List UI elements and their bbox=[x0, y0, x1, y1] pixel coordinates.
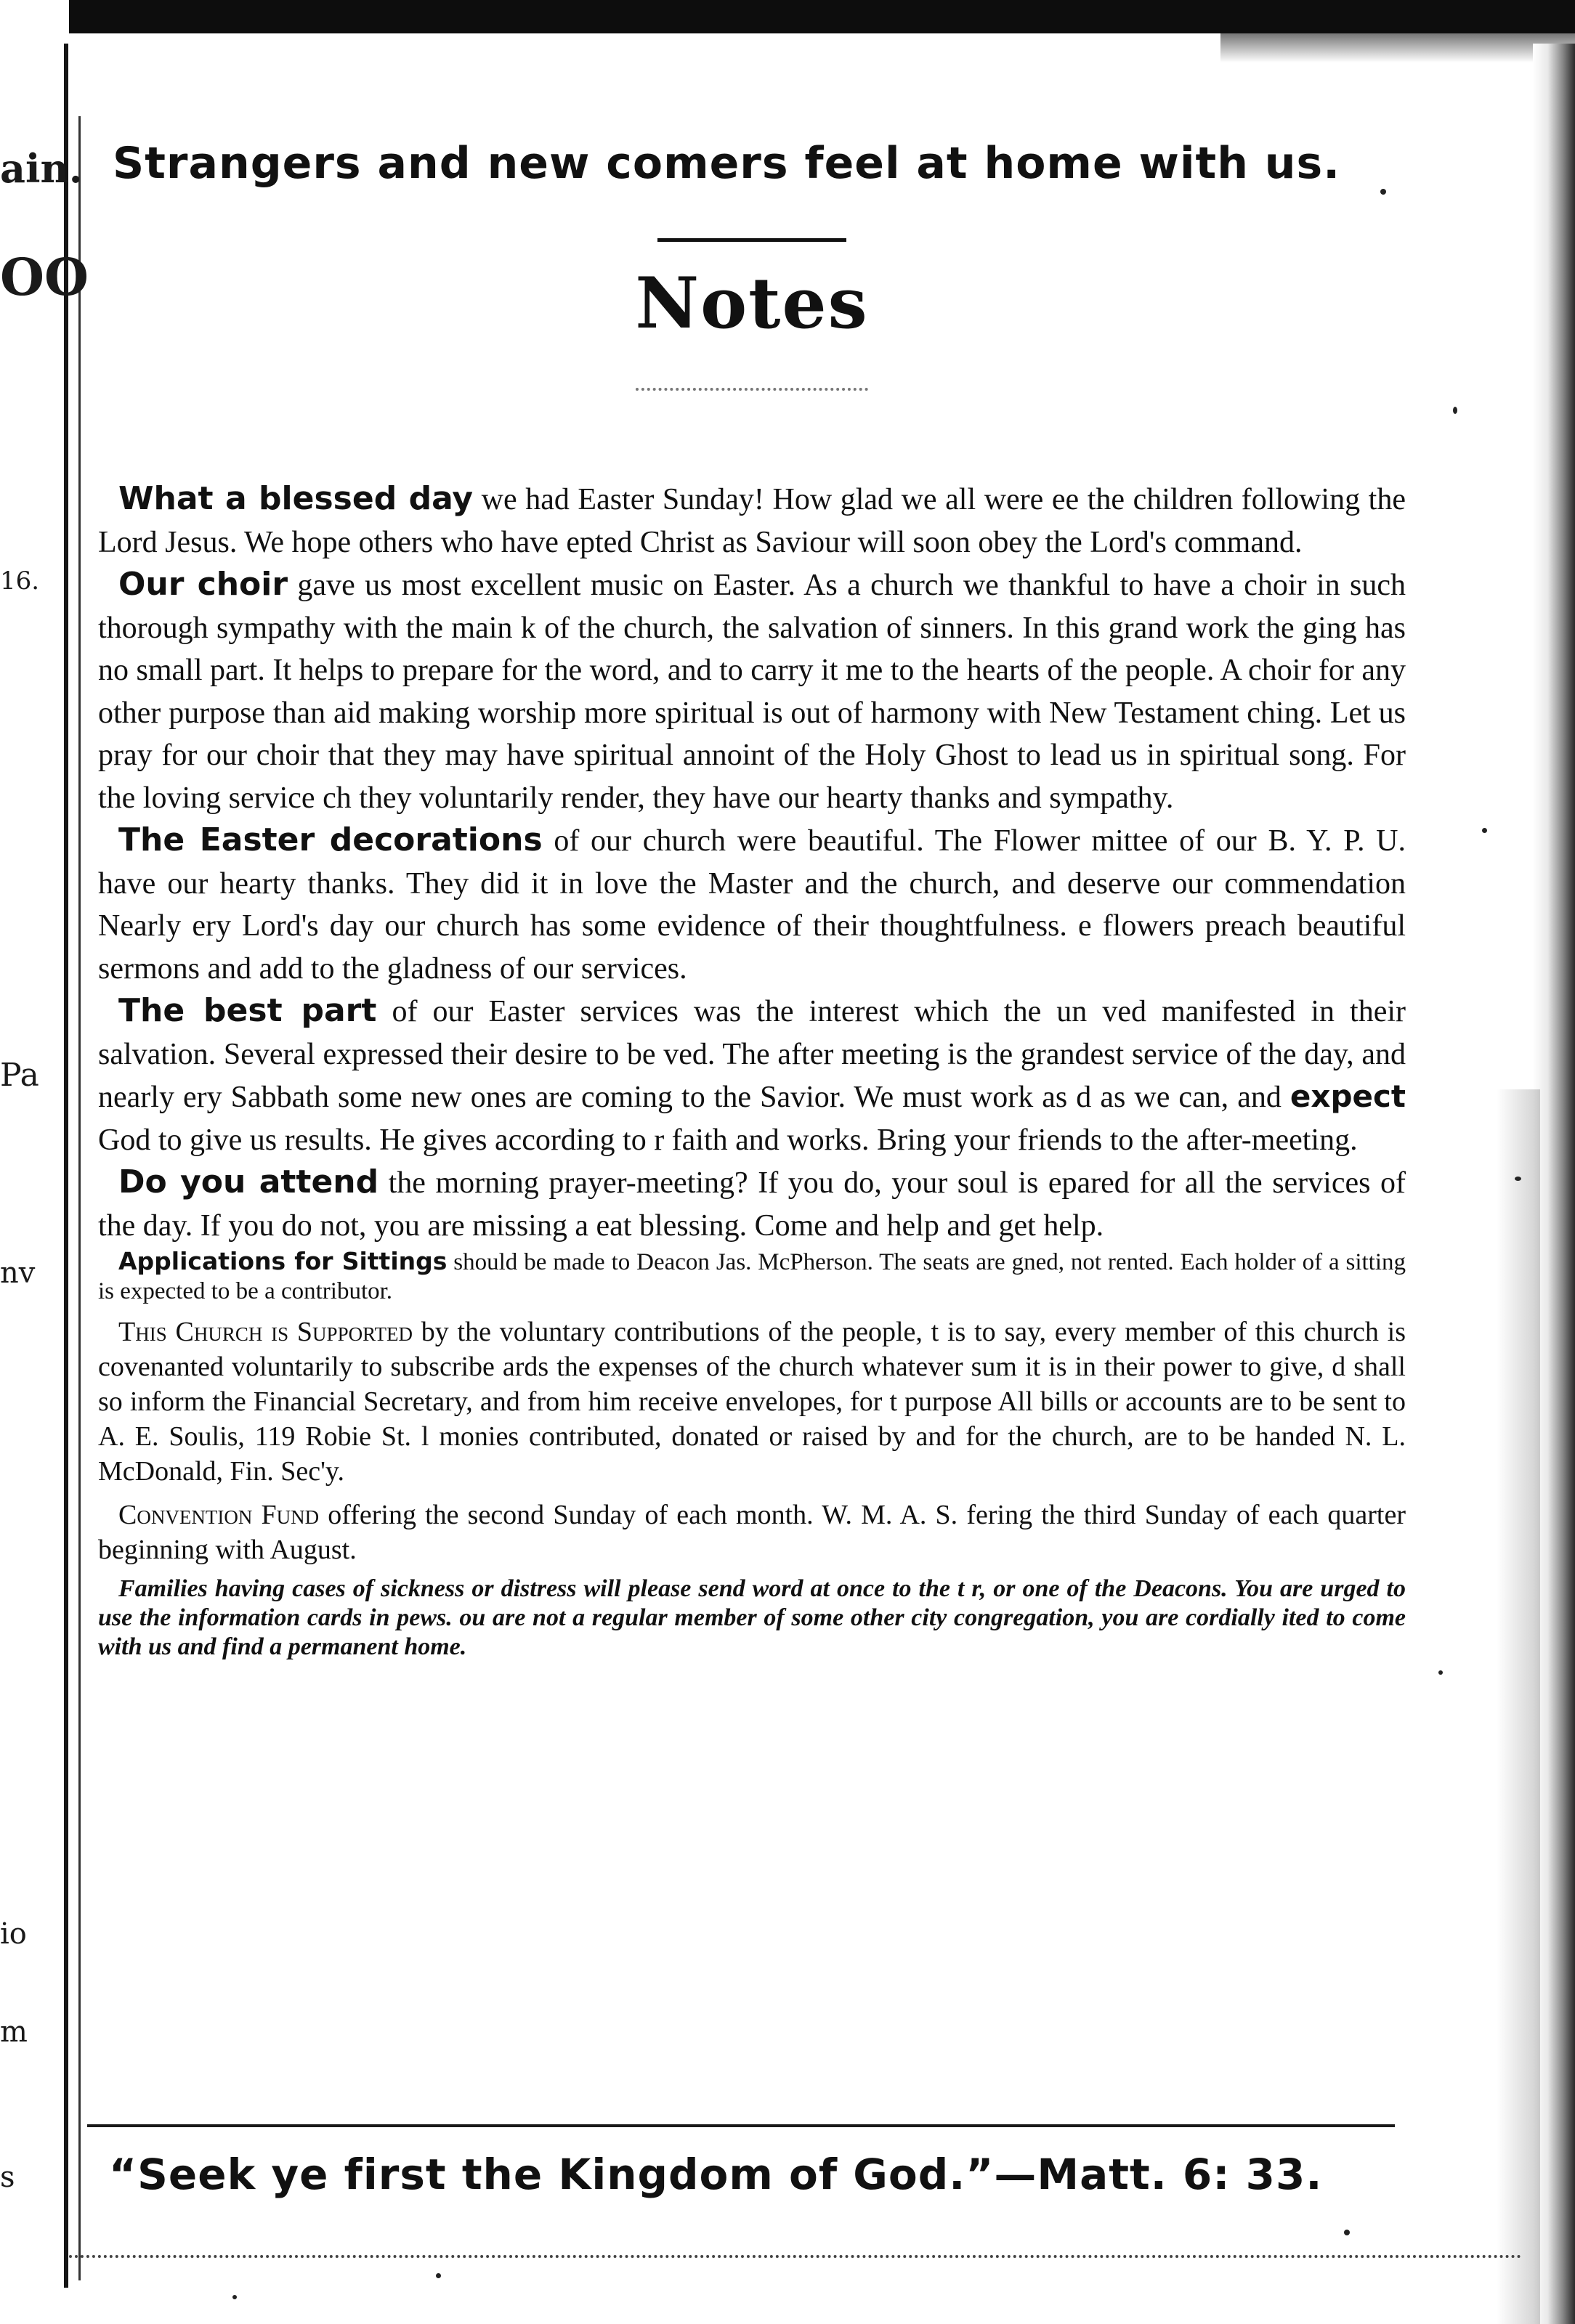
note-emphasis: expect bbox=[1289, 1078, 1406, 1114]
notes-column bbox=[98, 123, 1406, 1662]
sittings-text: should be made to Deacon Jas. McPherson. The seats are gned, not rented. Each holder of a sitting is expected to be a contributor. bbox=[98, 1249, 1406, 1304]
left-inner-rule bbox=[78, 116, 81, 2280]
margin-fragment: OO bbox=[0, 247, 89, 307]
families-notice: Families having cases of sickness or distress will please send word at once to the t r, or one of the Deacons. You are urged to use the information cards in pews. ou are not a regular member of some other city congregation, you are cordially ited to come with us and find a permanent home. bbox=[98, 1575, 1406, 1660]
left-column-rule bbox=[64, 44, 68, 2288]
title-dotted-rule bbox=[636, 388, 868, 391]
scan-speck bbox=[232, 2295, 237, 2299]
scan-speck bbox=[1515, 1177, 1521, 1181]
welcome-line: Strangers and new comers feel at home with us. bbox=[113, 138, 1341, 189]
note-text: of our church were beautiful. The Flower mittee of our B. Y. P. U. have our hearty thanks. They did it in love the Master and the church, and deserve our commendation Nearly ery Lord's day our church has some evidence of their thoughtfulness. e flowers preach beautiful sermons and add to the gladness of our services. bbox=[98, 824, 1406, 986]
note-text: gave us most excellent music on Easter. As a church we thankful to have a choir in such thorough sympathy with the main k of the church, the salvation of sinners. In this grand work the ging has no small part. It helps to prepare for the word, and to carry it me to the hearts of the people. A choir for any other purpose than aid making worship more spiritual is out of harmony with New Testament ching. Let us pray for our choir that they may have spiritual annoint of the Holy Ghost to lead us in spiritual song. For the loving service ch they voluntarily render, they have our hearty thanks and sympathy. bbox=[98, 569, 1406, 815]
note-paragraph bbox=[98, 819, 1406, 990]
note-text: the morning prayer-meeting? If you do, your soul is epared for all the services of the day. If you do not, you are missing a eat blessing. Come and help and get help. bbox=[98, 1166, 1406, 1243]
convention-notice bbox=[98, 1498, 1406, 1567]
scan-speck bbox=[1344, 2230, 1350, 2235]
note-lead: Our choir bbox=[118, 566, 288, 603]
margin-fragment: io bbox=[0, 1917, 27, 1951]
convention-lead: Convention Fund bbox=[118, 1500, 320, 1530]
note-text: we had Easter Sunday! How glad we all were ee the children following the Lord Jesus. We hope others who have epted Christ as Saviour will soon obey the Lord's command. bbox=[98, 483, 1406, 559]
note-paragraph bbox=[98, 478, 1406, 564]
sittings-lead: Applications for Sittings bbox=[118, 1247, 448, 1275]
margin-fragment: Pa bbox=[0, 1057, 39, 1094]
support-lead: This Church is Supported bbox=[118, 1317, 413, 1347]
scan-speck bbox=[1482, 828, 1487, 833]
note-lead: The best part bbox=[118, 992, 377, 1029]
margin-fragment: nv bbox=[0, 1256, 36, 1290]
sittings-notice bbox=[98, 1247, 1406, 1306]
note-lead: What a blessed day bbox=[118, 480, 474, 517]
note-paragraph bbox=[98, 564, 1406, 819]
notes-body bbox=[98, 478, 1406, 1662]
support-text: by the voluntary contributions of the people, t is to say, every member of this church is covenanted voluntarily to subscribe ards the expenses of the church whatever sum it is in their power to give, d shall so inform the Financial Secretary, and from him receive envelopes, for t purpose All bills or accounts are to be sent to A. E. Soulis, 119 Robie St. l monies contributed, donated or raised by and for the church, are to be handed N. L. McDonald, Fin. Sec'y. bbox=[98, 1317, 1406, 1487]
note-paragraph bbox=[98, 1161, 1406, 1247]
scan-speck bbox=[1438, 1670, 1443, 1675]
title-rule bbox=[657, 238, 846, 242]
note-text: of our Easter services was the interest which the un ved manifested in their salvation. Several expressed their desire to be ved. The after meeting is the grandest service of the day, and nearly ery Sabbath some new ones are coming to the Savior. We must work as d as we can, and bbox=[98, 995, 1406, 1114]
note-paragraph bbox=[98, 990, 1406, 1161]
margin-fragment: s bbox=[0, 2161, 15, 2194]
note-lead: Do you attend bbox=[118, 1163, 379, 1200]
scan-speck bbox=[436, 2273, 441, 2278]
convention-text: offering the second Sunday of each month. W. M. A. S. fering the third Sunday of each quarter beginning with August. bbox=[98, 1500, 1406, 1565]
motto-rule bbox=[87, 2124, 1395, 2127]
scripture-motto: “Seek ye first the Kingdom of God.”—Matt. 6: 33. bbox=[109, 2150, 1323, 2199]
support-notice bbox=[98, 1315, 1406, 1489]
margin-fragment: m bbox=[0, 2015, 28, 2049]
note-text: God to give us results. He gives according to r faith and works. Bring your friends to the after-meeting. bbox=[98, 1123, 1358, 1157]
scan-speck bbox=[1453, 407, 1457, 414]
note-lead: The Easter decorations bbox=[118, 821, 543, 858]
right-scan-shade bbox=[1497, 1089, 1540, 2324]
bottom-dotted-rule bbox=[69, 2255, 1522, 2260]
margin-fragment: ain. bbox=[0, 145, 83, 192]
page-title: Notes bbox=[635, 262, 869, 344]
scan-speck bbox=[1380, 189, 1386, 195]
margin-fragment: 16. bbox=[0, 566, 40, 596]
top-scan-shadow bbox=[1220, 33, 1575, 62]
top-black-band bbox=[69, 0, 1575, 33]
